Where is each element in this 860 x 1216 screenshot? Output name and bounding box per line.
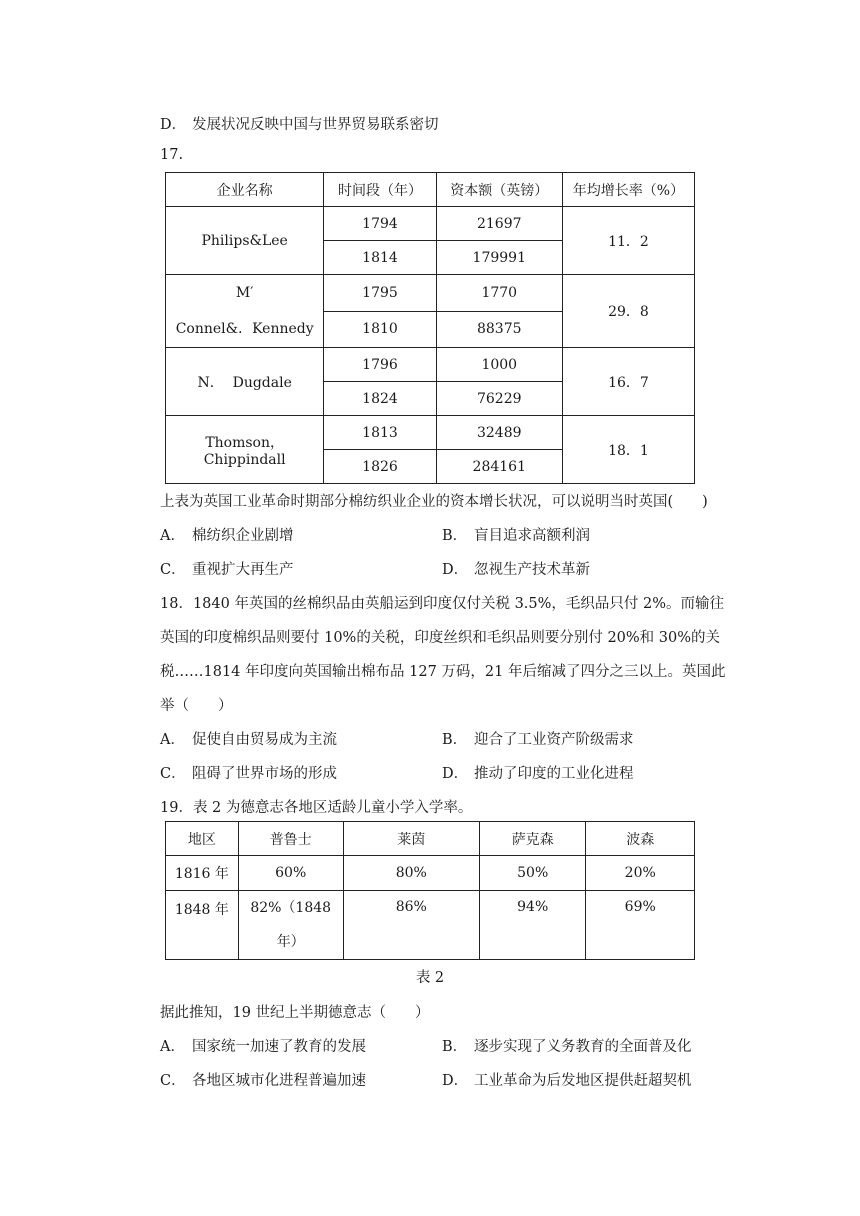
- header-cell: 波森: [586, 822, 695, 856]
- header-cell: 地区: [166, 822, 239, 856]
- q17-stem: 上表为英国工业革命时期部分棉纺织业企业的资本增长状况，可以说明当时英国( ): [160, 494, 708, 510]
- year-cell: 1794: [324, 207, 436, 241]
- capital-cell: 1000: [436, 348, 562, 382]
- q18-option-d: [442, 762, 634, 783]
- q17-option-a: [160, 524, 294, 545]
- header-cell: 资本额（英镑）: [436, 173, 562, 207]
- company-name: M′: [235, 285, 254, 301]
- option-key: A．: [160, 528, 185, 544]
- option-key: B．: [442, 1039, 468, 1055]
- year-cell: 1796: [324, 348, 436, 382]
- q19-stem: 据此推知，19 世纪上半期德意志（ ）: [160, 1005, 430, 1021]
- q18-option-b: [442, 728, 634, 749]
- option-text: 重视扩大再生产: [192, 562, 294, 578]
- option-text: 忽视生产技术革新: [474, 562, 590, 578]
- rate-cell: 60%: [238, 856, 343, 891]
- year-cell: 1813: [324, 416, 436, 450]
- capital-cell: 179991: [436, 241, 562, 275]
- year-cell: 1795: [324, 275, 436, 312]
- header-cell: 年均增长率（%）: [562, 173, 694, 207]
- rate-cell: 69%: [586, 891, 695, 960]
- header-cell: 萨克森: [479, 822, 586, 856]
- capital-cell: 1770: [436, 275, 562, 312]
- q17-option-d: [442, 558, 590, 579]
- prev-option-d: [160, 113, 439, 134]
- option-key: D．: [442, 1073, 469, 1089]
- capital-cell: 21697: [436, 207, 562, 241]
- table-header-row: [166, 173, 695, 207]
- q17-option-b: [442, 524, 590, 545]
- option-key: C．: [160, 562, 186, 578]
- option-text: 棉纺织企业剧增: [192, 528, 294, 544]
- table-row: [166, 416, 695, 450]
- q17-table: [165, 172, 695, 484]
- header-cell: 莱茵: [343, 822, 479, 856]
- growth-rate: 18．1: [562, 416, 694, 484]
- rate-cell: 94%: [479, 891, 586, 960]
- rate-cell: 86%: [343, 891, 479, 960]
- option-text: 盲目追求高额利润: [474, 528, 590, 544]
- rate-value: 82%（1848: [250, 900, 332, 916]
- q19-intro: 19．表 2 为德意志各地区适龄儿童小学入学率。: [160, 800, 473, 816]
- option-text: 国家统一加速了教育的发展: [192, 1039, 366, 1055]
- company-name: Philips&Lee: [166, 207, 324, 275]
- growth-rate: 29．8: [562, 275, 694, 348]
- table-header-row: [166, 822, 695, 856]
- rate-cell-with-note: [238, 891, 343, 960]
- year-cell: 1816 年: [166, 856, 239, 891]
- q19-option-c: [160, 1069, 366, 1090]
- company-name-line2: Connel&．Kennedy: [175, 321, 314, 337]
- header-cell: 企业名称: [166, 173, 324, 207]
- table-row: [166, 856, 695, 891]
- growth-rate: 16．7: [562, 348, 694, 416]
- q18-stem-line-1: 18．1840 年英国的丝棉织品由英船运到印度仅付关税 3.5%，毛织品只付 2%。而输往: [160, 596, 725, 612]
- q18-stem-line-4: 举（ ）: [160, 698, 233, 714]
- option-key: D．: [442, 562, 469, 578]
- rate-cell: 50%: [479, 856, 586, 891]
- capital-cell: 76229: [436, 382, 562, 416]
- header-cell: 普鲁士: [238, 822, 343, 856]
- option-key: A．: [160, 1039, 185, 1055]
- company-name-cell: [166, 275, 324, 348]
- table-row: [166, 275, 695, 312]
- year-cell: 1814: [324, 241, 436, 275]
- option-text: 发展状况反映中国与世界贸易联系密切: [192, 117, 439, 133]
- option-text: 逐步实现了义务教育的全面普及化: [474, 1039, 692, 1055]
- q19-option-b: [442, 1035, 692, 1056]
- year-cell: 1810: [324, 311, 436, 348]
- option-key: A．: [160, 732, 185, 748]
- year-cell: 1824: [324, 382, 436, 416]
- table-row: [166, 891, 695, 960]
- capital-cell: 88375: [436, 311, 562, 348]
- table-caption: 表 2: [415, 970, 445, 986]
- growth-rate: 11．2: [562, 207, 694, 275]
- option-text: 阻碍了世界市场的形成: [192, 766, 337, 782]
- q17-option-c: [160, 558, 294, 579]
- option-key: D．: [160, 117, 187, 133]
- option-key: C．: [160, 766, 186, 782]
- option-key: B．: [442, 528, 468, 544]
- option-key: D．: [442, 766, 469, 782]
- rate-note: 年）: [276, 934, 305, 950]
- option-text: 工业革命为后发地区提供赶超契机: [474, 1073, 692, 1089]
- q18-option-c: [160, 762, 337, 783]
- year-cell: 1848 年: [166, 891, 239, 960]
- option-text: 迎合了工业资产阶级需求: [474, 732, 634, 748]
- capital-cell: 32489: [436, 416, 562, 450]
- q17-number: 17.: [160, 147, 184, 163]
- q19-option-a: [160, 1035, 366, 1056]
- company-name: N． Dugdale: [166, 348, 324, 416]
- header-cell: 时间段（年）: [324, 173, 436, 207]
- table-row: [166, 348, 695, 382]
- q19-table: [165, 821, 695, 960]
- option-text: 各地区城市化进程普遍加速: [192, 1073, 366, 1089]
- q19-option-d: [442, 1069, 692, 1090]
- rate-cell: 20%: [586, 856, 695, 891]
- rate-cell: 80%: [343, 856, 479, 891]
- q18-stem-line-3: 税……1814 年印度向英国输出棉布品 127 万码，21 年后缩减了四分之三以上。英国此: [160, 664, 726, 680]
- year-cell: 1826: [324, 450, 436, 484]
- company-name: Thomson，Chippindall: [166, 416, 324, 484]
- option-key: C．: [160, 1073, 186, 1089]
- capital-cell: 284161: [436, 450, 562, 484]
- table-row: [166, 207, 695, 241]
- option-text: 促使自由贸易成为主流: [192, 732, 337, 748]
- q18-stem-line-2: 英国的印度棉织品则要付 10%的关税，印度丝织和毛织品则要分别付 20%和 30%的关: [160, 630, 721, 646]
- q18-option-a: [160, 728, 337, 749]
- option-key: B．: [442, 732, 468, 748]
- option-text: 推动了印度的工业化进程: [474, 766, 634, 782]
